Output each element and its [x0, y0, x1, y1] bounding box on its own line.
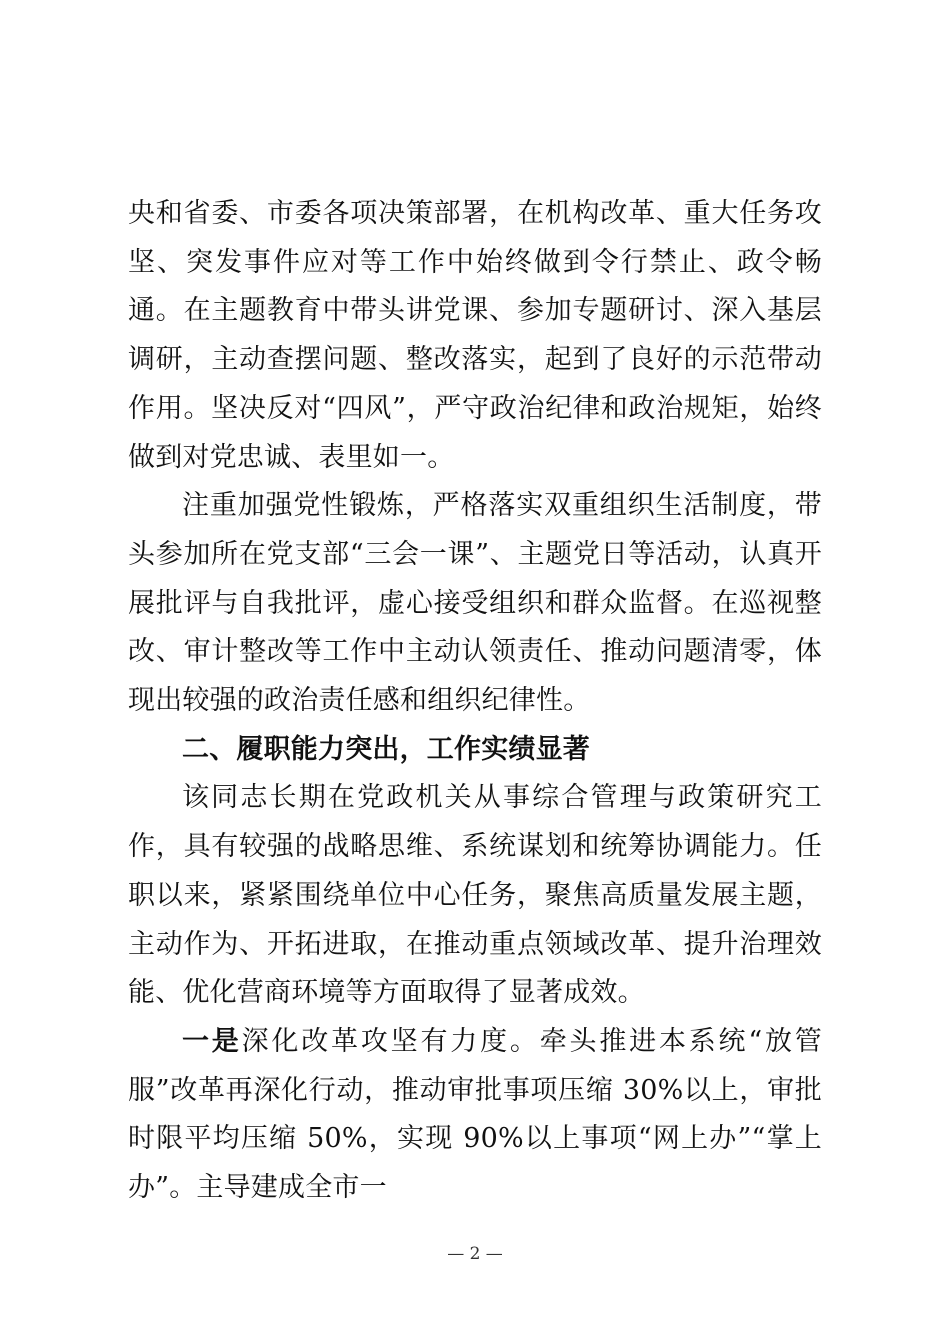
- paragraph-performance-summary: 该同志长期在党政机关从事综合管理与政策研究工作，具有较强的战略思维、系统谋划和统筹协调能力。任职以来，紧紧围绕单位中心任务，聚焦高质量发展主题，主动作为、开拓进取，在推动重点领域改革、提升治理效能、优化营商环境等方面取得了显著成效。: [128, 782, 822, 1009]
- item-lead-label: 一是: [182, 1025, 242, 1057]
- page-number: — 2 —: [447, 1244, 503, 1264]
- paragraph-continuation: 央和省委、市委各项决策部署，在机构改革、重大任务攻坚、突发事件应对等工作中始终做到令行禁止、政令畅通。在主题教育中带头讲党课、参加专题研讨、深入基层调研，主动查摆问题、整改落实，起到了良好的示范带动作用。坚决反对“四风”，严守政治纪律和政治规矩，始终做到对党忠诚、表里如一。: [128, 198, 822, 473]
- section-heading: 二、履职能力突出，工作实绩显著: [182, 733, 590, 765]
- document-body: [128, 190, 822, 1213]
- paragraph-reform-item: [128, 1018, 822, 1213]
- item-text: 深化改革攻坚有力度。牵头推进本系统“放管服”改革再深化行动，推动审批事项压缩 30%以上，审批时限平均压缩 50%，实现 90%以上事项“网上办”“掌上办”。主导建成全市一: [128, 1025, 822, 1204]
- paragraph-party-discipline: 注重加强党性锻炼，严格落实双重组织生活制度，带头参加所在党支部“三会一课”、主题党日等活动，认真开展批评与自我批评，虚心接受组织和群众监督。在巡视整改、审计整改等工作中主动认领责任、推动问题清零，体现出较强的政治责任感和组织纪律性。: [128, 490, 822, 717]
